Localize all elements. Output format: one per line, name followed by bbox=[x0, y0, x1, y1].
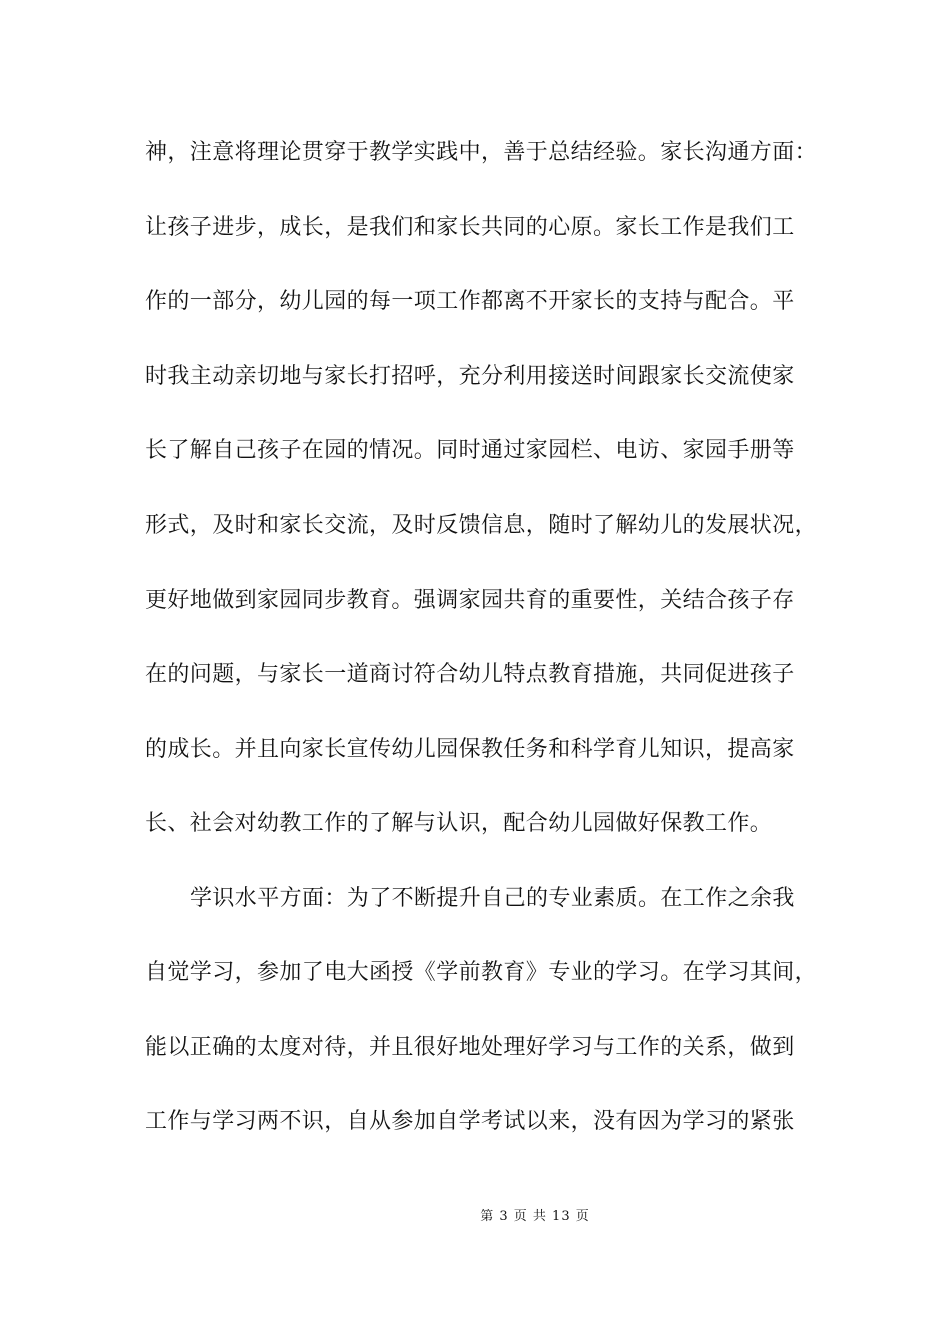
paragraph-first-line: 学识水平方面：为了不断提升自己的专业素质。在工作之余我 bbox=[190, 886, 795, 911]
text-line: 长了解自己孩子在园的情况。同时通过家园栏、电访、家园手册等 bbox=[145, 438, 795, 463]
text-line: 的成长。并且向家长宣传幼儿园保教任务和科学育儿知识，提高家 bbox=[145, 737, 795, 762]
text-line: 形式，及时和家长交流，及时反馈信息，随时了解幼儿的发展状况， bbox=[145, 513, 818, 538]
text-line: 长、社会对幼教工作的了解与认识，配合幼儿园做好保教工作。 bbox=[145, 811, 773, 836]
text-line: 能以正确的太度对待，并且很好地处理好学习与工作的关系，做到 bbox=[145, 1035, 795, 1060]
text-line: 让孩子进步，成长，是我们和家长共同的心原。家长工作是我们工 bbox=[145, 215, 795, 240]
text-line: 神，注意将理论贯穿于教学实践中，善于总结经验。家长沟通方面： bbox=[145, 140, 818, 165]
text-line: 作的一部分，幼儿园的每一项工作都离不开家长的支持与配合。平 bbox=[145, 289, 795, 314]
text-line: 自觉学习，参加了电大函授《学前教育》专业的学习。在学习其间， bbox=[145, 960, 818, 985]
text-line: 时我主动亲切地与家长打招呼，充分利用接送时间跟家长交流使家 bbox=[145, 364, 795, 389]
text-line: 工作与学习两不识，自从参加自学考试以来，没有因为学习的紧张 bbox=[145, 1109, 795, 1134]
page-footer: 第 3 页 共 13 页 bbox=[480, 1209, 590, 1224]
text-line: 在的问题，与家长一道商讨符合幼儿特点教育措施，共同促进孩子 bbox=[145, 662, 795, 687]
text-line: 更好地做到家园同步教育。强调家园共育的重要性，关结合孩子存 bbox=[145, 588, 795, 613]
